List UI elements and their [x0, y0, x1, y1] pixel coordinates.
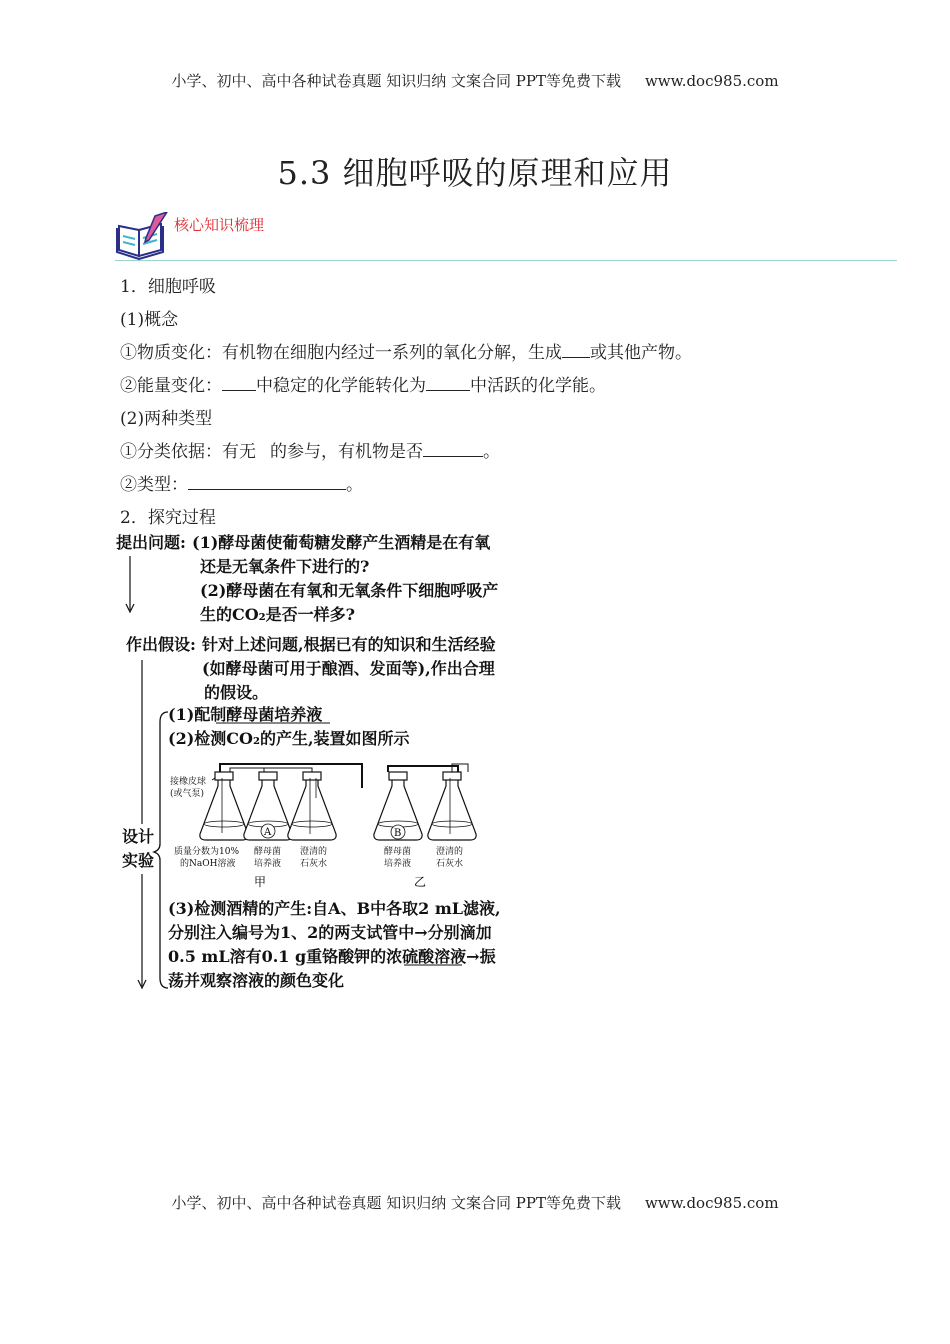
flask-b-caption-2: 培养液 — [384, 859, 412, 869]
step-3a: (3)检测酒精的产生:自A、B中各取2 mL滤液, — [168, 899, 501, 918]
answer-blank[interactable] — [188, 473, 346, 490]
answer-blank[interactable] — [562, 341, 590, 358]
naoh-caption-2: 的NaOH溶液 — [180, 859, 236, 869]
subheading-two-types: (2)两种类型 — [120, 409, 213, 429]
line-energy-change: ②能量变化： 中稳定的化学能转化为 中活跃的化学能。 — [120, 376, 606, 396]
subheading-concept: (1)概念 — [120, 310, 179, 330]
question-1a: (1)酵母菌使葡萄糖发酵产生酒精是在有氧 — [192, 533, 491, 552]
page-footer — [0, 1192, 950, 1213]
page-title: 5.3 细胞呼吸的原理和应用 — [277, 154, 673, 192]
step-3c: 0.5 mL溶有0.1 g重铬酸钾的浓硫酸溶液→振 — [168, 947, 496, 966]
heading-exploration: 2．探究过程 — [120, 508, 216, 528]
flask-b-caption-1: 酵母菌 — [384, 847, 412, 857]
question-1b: 还是无氧条件下进行的? — [200, 557, 370, 576]
design-label-2: 实验 — [122, 851, 155, 870]
hypothesis-3: 的假设。 — [204, 683, 269, 702]
line-classification-basis: ①分类依据：有无 的参与，有机物是否 。 — [120, 442, 500, 462]
experiment-flow-figure — [112, 528, 542, 998]
lime-caption-2: 石灰水 — [300, 859, 328, 869]
answer-blank[interactable] — [426, 374, 470, 391]
lime2-caption-2: 石灰水 — [436, 859, 464, 869]
hypothesis-2: (如酵母菌可用于酿酒、发面等),作出合理 — [202, 659, 495, 678]
hypothesis-label: 作出假设: — [126, 635, 196, 654]
line-material-change: ①物质变化：有机物在细胞内经过一系列的氧化分解，生成 或其他产物。 — [120, 343, 692, 363]
answer-blank[interactable] — [222, 374, 256, 391]
flask-b-label: B — [394, 828, 402, 839]
answer-space[interactable] — [256, 441, 270, 457]
pump-label-2: (或气泵) — [170, 789, 205, 799]
apparatus-jia — [170, 764, 362, 889]
naoh-caption-1: 质量分数为10% — [174, 847, 240, 857]
header-text: 小学、初中、高中各种试卷真题 知识归纳 文案合同 PPT等免费下载 — [171, 72, 621, 90]
label-jia: 甲 — [254, 875, 267, 889]
answer-blank[interactable] — [423, 440, 483, 457]
step-3b: 分别注入编号为1、2的两支试管中→分别滴加 — [168, 923, 492, 942]
lime-caption-1: 澄清的 — [300, 847, 328, 857]
line-types: ②类型： 。 — [120, 475, 363, 495]
lime2-caption-1: 澄清的 — [436, 847, 464, 857]
section-label: 核心知识梳理 — [174, 216, 265, 234]
heading-cell-respiration: 1．细胞呼吸 — [120, 277, 216, 297]
ask-question-label: 提出问题: — [116, 533, 186, 552]
step-1: (1)配制酵母菌培养液 — [168, 705, 323, 724]
header-url[interactable]: www.doc985.com — [644, 72, 779, 90]
apparatus-yi — [374, 764, 476, 889]
flask-a-caption-2: 培养液 — [254, 859, 282, 869]
flask-a-label: A — [264, 827, 272, 838]
step-3d: 荡并观察溶液的颜色变化 — [168, 971, 345, 990]
step-2: (2)检测CO₂的产生,装置如图所示 — [168, 729, 410, 748]
divider — [115, 260, 897, 261]
page-header — [0, 70, 950, 91]
footer-text: 小学、初中、高中各种试卷真题 知识归纳 文案合同 PPT等免费下载 — [171, 1194, 621, 1212]
question-2b: 生的CO₂是否一样多? — [200, 605, 356, 624]
footer-url[interactable]: www.doc985.com — [644, 1194, 779, 1212]
flask-a-caption-1: 酵母菌 — [254, 847, 282, 857]
notebook-icon — [115, 212, 169, 260]
label-yi: 乙 — [414, 875, 427, 889]
question-2a: (2)酵母菌在有氧和无氧条件下细胞呼吸产 — [200, 581, 499, 600]
pump-label-1: 接橡皮球 — [170, 777, 207, 787]
hypothesis-1: 针对上述问题,根据已有的知识和生活经验 — [202, 635, 496, 654]
design-label-1: 设计 — [122, 827, 155, 846]
